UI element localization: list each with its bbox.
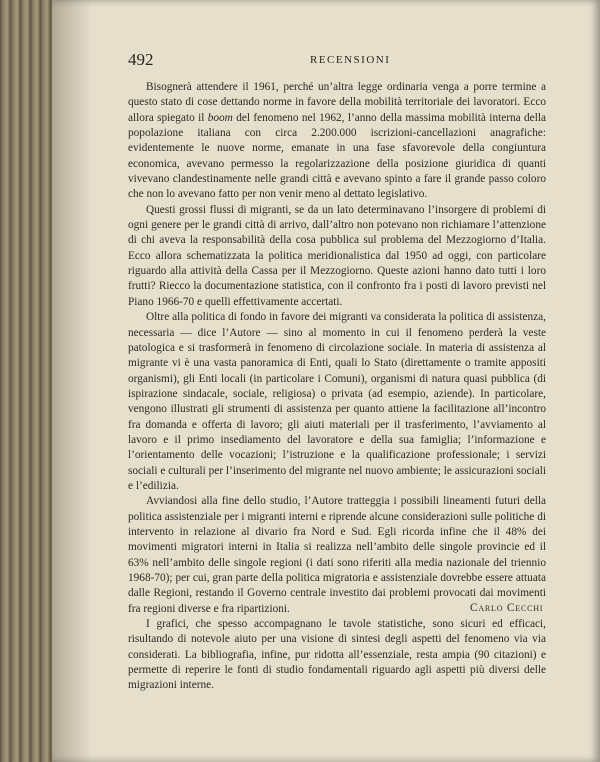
paragraph-1 (128, 80, 546, 203)
paragraph-2: Questi grossi flussi di migranti, se da un lato determinavano l’insorgere di problemi di ogni genere per le grandi città di arrivo, dall’altro non potevano non richiamare l’attenzione di chi aveva la responsabilità della cosa pubblica sul problema del Mezzogiorno d’Italia. Ecco allora schematizzata la politica meridionalistica dal 1950 ad oggi, con particolare riguardo alla attività della Cassa per il Mezzogiorno. Queste azioni hanno dato tutti i loro frutti? Riecco la documentazione statistica, con il confronto fra i posti di lavoro previsti nel Piano 1966-70 e quelli effettivamente accertati. (128, 203, 546, 308)
paragraph-1-text-b: del fenomeno nel 1962, l’anno della massima mobilità interna della popolazione italiana con circa 2.200.000 iscrizioni-cancellazioni anagrafiche: evidentemente le nuove norme, emanate in una fase sfavorevole della congiuntura economica, avevano permesso la regolarizzazione della posizione giuridica di quanti vivevano clandestinamente nelle grandi città e avevano spinto a fare il grande passo coloro che non lo avevano fatto per non venir meno al dettato legislativo. (128, 111, 546, 201)
page-number: 492 (128, 50, 154, 69)
author-signature: Carlo Cecchi (470, 602, 544, 614)
running-head: RECENSIONI (310, 54, 391, 66)
paragraph-3: Oltre alla politica di fondo in favore dei migranti va considerata la politica di assistenza, necessaria — dice l’Autore — sino al momento in cui il fenomeno perderà la veste patologica e si trasformerà in fenomeno di circolazione sociale. In materia di assistenza al migrante vi è una vasta panoramica di Enti, quali lo Stato (direttamente o tramite appositi organismi), gli Enti locali (in particolare i Comuni), organismi di natura quasi pubblica (di ispirazione sindacale, sociale, religiosa) o privata (ad esempio, aziende). In particolare, vengono illustrati gli strumenti di assistenza per quanto attiene la facilitazione all’incontro fra domanda e offerta di lavoro; gli aiuti materiali per il trasferimento, l’avviamento al lavoro e il primo insediamento del lavoratore e della sua famiglia; l’informazione e l’orientamento delle vocazioni; l’istruzione e la qualificazione professionale; i servizi sociali e culturali per l’inserimento del migrante nel nuovo ambiente; le assicurazioni sociali e l’edilizia. (128, 311, 546, 492)
paragraph-1-text-a: Bisognerà attendere il 1961, perché un’altra legge ordinaria venga a porre termine a questo stato di cose dettando norme in favore della mobilità territoriale dei lavoratori. Ecco allora spiegato il (128, 81, 546, 124)
page-header (128, 50, 546, 72)
gutter-shadow (52, 0, 92, 762)
paragraph-5: I grafici, che spesso accompagnano le tavole statistiche, sono sicuri ed efficaci, risultando di notevole aiuto per una visione di sintesi degli aspetti del fenomeno via via considerati. La bibliografia, infine, pur ridotta all’essenziale, resta ampia (90 citazioni) e permette di reperire le fonti di studio fondamentali riguardo agli aspetti più diversi delle migrazioni interne. (128, 618, 546, 692)
paragraph-4: Avviandosi alla fine dello studio, l’Autore tratteggia i possibili lineamenti futuri della politica assistenziale per i migranti interni e riprende alcune considerazioni sulle politiche di intervento in relazione al divario fra Nord e Sud. Egli ricorda infine che il 48% dei movimenti migratori interni in Italia si realizza nell’ambito delle singole provincie ed il 63% nell’ambito delle singole regioni (i dati sono riferiti alla media nazionale del triennio 1968-70); per cui, gran parte della politica migratoria e assistenziale dovrebbe essere attuata dalle Regioni, restando il Governo centrale investito dai problemi provocati dai movimenti fra regioni diverse e fra ripartizioni. (128, 495, 546, 615)
paragraph-1-emphasis: boom (207, 111, 233, 124)
